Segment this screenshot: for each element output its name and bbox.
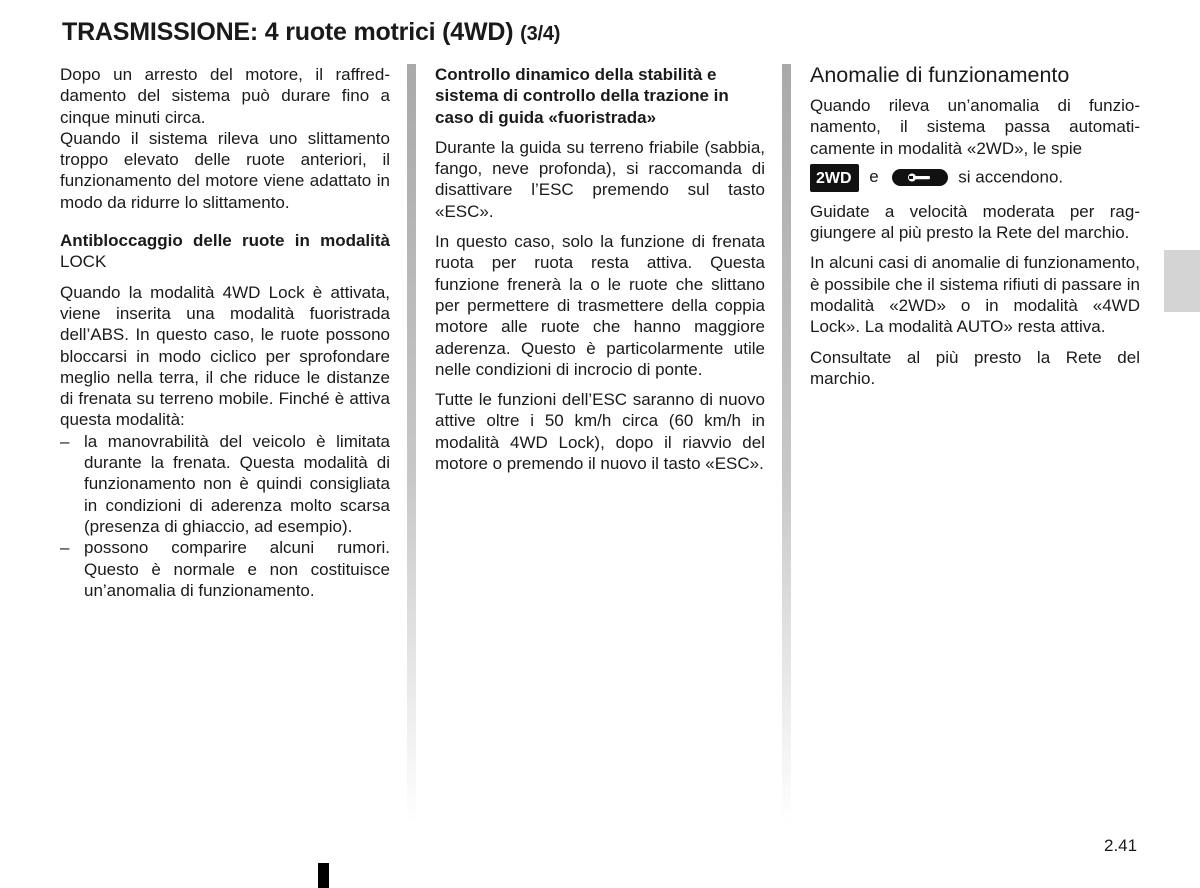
column-left (60, 64, 390, 601)
list-dash: – (60, 431, 70, 451)
paragraph: Quando la modalità 4WD Lock è attivata, viene inserita una modalità fuoristrada dell’ABS. In questo caso, le ruote possono bloccarsi in modo ciclico per sprofondare meglio nella terra, il che riduce le distanze di frenata su terreno mobile. Finché è attiva questa modalità: (60, 282, 390, 430)
paragraph: Quando il sistema rileva uno slittamento troppo elevato delle ruote anteriori, il funzionamento del motore viene adattato in modo da ridurre lo slittamento. (60, 128, 390, 212)
conjunction: e (869, 167, 879, 187)
paragraph: In alcuni casi di anomalie di funzionamento, è possibile che il sistema rifiuti di passare in modalità «2WD» o in modalità «4WD Lock». La modalità AUTO» resta attiva. (810, 253, 1140, 337)
dash-list (60, 431, 390, 601)
wrench-icon (892, 169, 948, 186)
list-item (60, 537, 390, 601)
page-title-main: TRASMISSIONE: 4 ruote motrici (4WD) (62, 18, 514, 46)
chapter-side-tab (1164, 250, 1200, 312)
section-heading: Anomalie di funzionamento (810, 63, 1070, 87)
paragraph: Consultate al più presto la Rete del marchio. (810, 347, 1140, 388)
column-divider-bar (782, 64, 791, 824)
list-item-text: la manovrabilità del veicolo è limitata durante la frenata. Questa modalità di funzionamento non è quindi consigliata in condizioni di aderenza molto scarsa (presenza di ghiaccio, ad esempio). (84, 431, 390, 536)
subheading (60, 230, 390, 273)
column-right (810, 64, 1140, 398)
warning-lights-line (810, 164, 1140, 192)
list-dash: – (60, 538, 70, 558)
page-title-part: (3/4) (520, 23, 561, 45)
warning-lights-text: si accendono. (958, 167, 1064, 187)
page-number: 2.41 (1104, 836, 1138, 855)
paragraph: Durante la guida su terreno friabile (sabbia, fango, neve profonda), si raccomanda di disattivare l’ESC premendo sul tasto «ESC». (435, 137, 765, 221)
subheading-normal: LOCK (60, 252, 107, 272)
list-item-text: possono comparire alcuni rumori. Questo è normale e non costituisce un’anomalia di funzionamento. (84, 538, 390, 600)
column-middle (435, 64, 765, 483)
paragraph: In questo caso, solo la funzione di frenata ruota per ruota resta attiva. Questa funzione frenerà la o le ruote che slittano per permettere di trasmettere della coppia motore alle ruote che hanno maggiore aderenza. Questo è particolarmente utile nelle condizioni di incrocio di ponte. (435, 232, 765, 379)
column-divider-bar (407, 64, 416, 824)
paragraph: Dopo un arresto del motore, il raffreddamento del sistema può durare fino a cinque minuti circa. (60, 65, 390, 127)
paragraph: Quando rileva un’anomalia di funzionamento, il sistema passa automaticamente in modalità «2WD», le spie (810, 96, 1140, 158)
subheading: Controllo dinamico della stabilità e sistema di controllo della trazione in caso di guida «fuoristrada» (435, 65, 729, 127)
list-item (60, 431, 390, 537)
crop-mark (318, 863, 329, 888)
2wd-warning-light-icon: 2WD (810, 164, 859, 192)
paragraph: Tutte le funzioni dell’ESC saranno di nuovo attive oltre i 50 km/h circa (60 km/h in modalità 4WD Lock), dopo il riavvio del motore o premendo il nuovo il tasto «ESC». (435, 390, 765, 474)
page-title (62, 18, 560, 47)
subheading-bold: Antibloccaggio delle ruote in modalità (60, 231, 390, 251)
paragraph: Guidate a velocità moderata per raggiungere al più presto la Rete del marchio. (810, 201, 1140, 243)
